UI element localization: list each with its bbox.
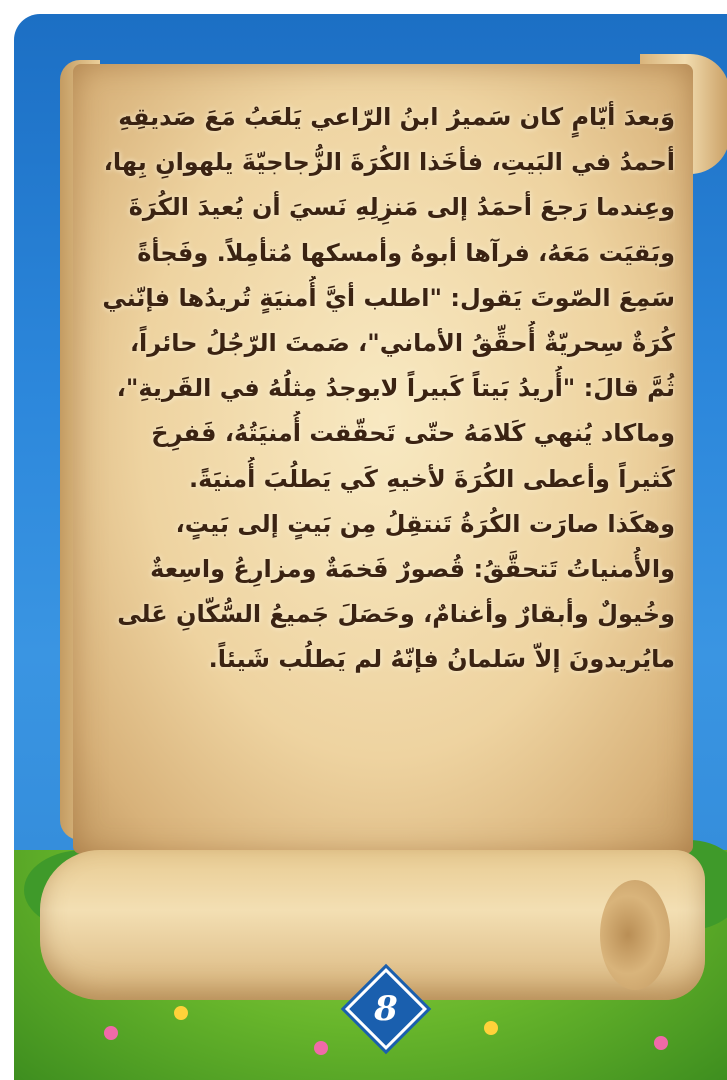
story-line: وماكاد يُنهي كَلامَهُ حتّى تَحقّقت أُمنيَتُهُ، فَفرِحَ [151, 419, 675, 448]
story-text [95, 95, 675, 683]
flower-icon [314, 1041, 328, 1055]
flower-icon [104, 1026, 118, 1040]
story-line: وعِندما رَجعَ أحمَدُ إلى مَنزِلِهِ نَسيَ أن يُعيدَ الكُرَةَ [128, 193, 675, 222]
story-line: وهكَذا صارَت الكُرَةُ تَنتقِلُ مِن بَيتٍ إلى بَيتٍ، [175, 509, 675, 538]
scroll-roll-end [600, 880, 670, 990]
story-line: سَمِعَ الصّوتَ يَقول: "اطلب أيَّ أُمنيَةٍ تُريدُها فإنّني [102, 283, 675, 312]
flower-icon [654, 1036, 668, 1050]
flower-icon [174, 1006, 188, 1020]
story-line: مايُريدونَ إلاّ سَلمانُ فإنّهُ لم يَطلُب شَيئاً. [208, 645, 675, 674]
story-line: وبَقيَت مَعَهُ، فرآها أبوهُ وأمسكها مُتأمِلاً. وفَجأةً [137, 238, 675, 267]
story-line: ثُمَّ قالَ: "أُريدُ بَيتاً كَبيراً لايوجدُ مِثلُهُ في القَريةِ"، [116, 374, 675, 403]
page-number: 8 [374, 989, 398, 1029]
story-line: والأُمنياتُ تَتحقَّقُ: قُصورٌ فَخمَةٌ ومزارِعُ واسِعةٌ [150, 555, 675, 584]
story-line: كُرَةٌ سِحريّةٌ أُحقِّقُ الأماني"، صَمتَ الرّجُلُ حائراً، [129, 329, 675, 358]
story-line: وَبعدَ أيّامٍ كان سَميرُ ابنُ الرّاعي يَلعَبُ مَعَ صَديقِهِ [118, 103, 675, 131]
story-line: أحمدُ في البَيتِ، فأخَذا الكُرَةَ الزُّجاجيّةَ يلهوانِ بِها، [103, 148, 675, 177]
story-line: كَثيراً وأعطى الكُرَةَ لأخيهِ كَي يَطلُبَ أُمنيَةً. [188, 464, 675, 493]
flower-icon [484, 1021, 498, 1035]
story-line: وخُيولٌ وأبقارٌ وأغنامٌ، وحَصَلَ جَميعُ السُّكّانِ عَلى [117, 600, 675, 629]
